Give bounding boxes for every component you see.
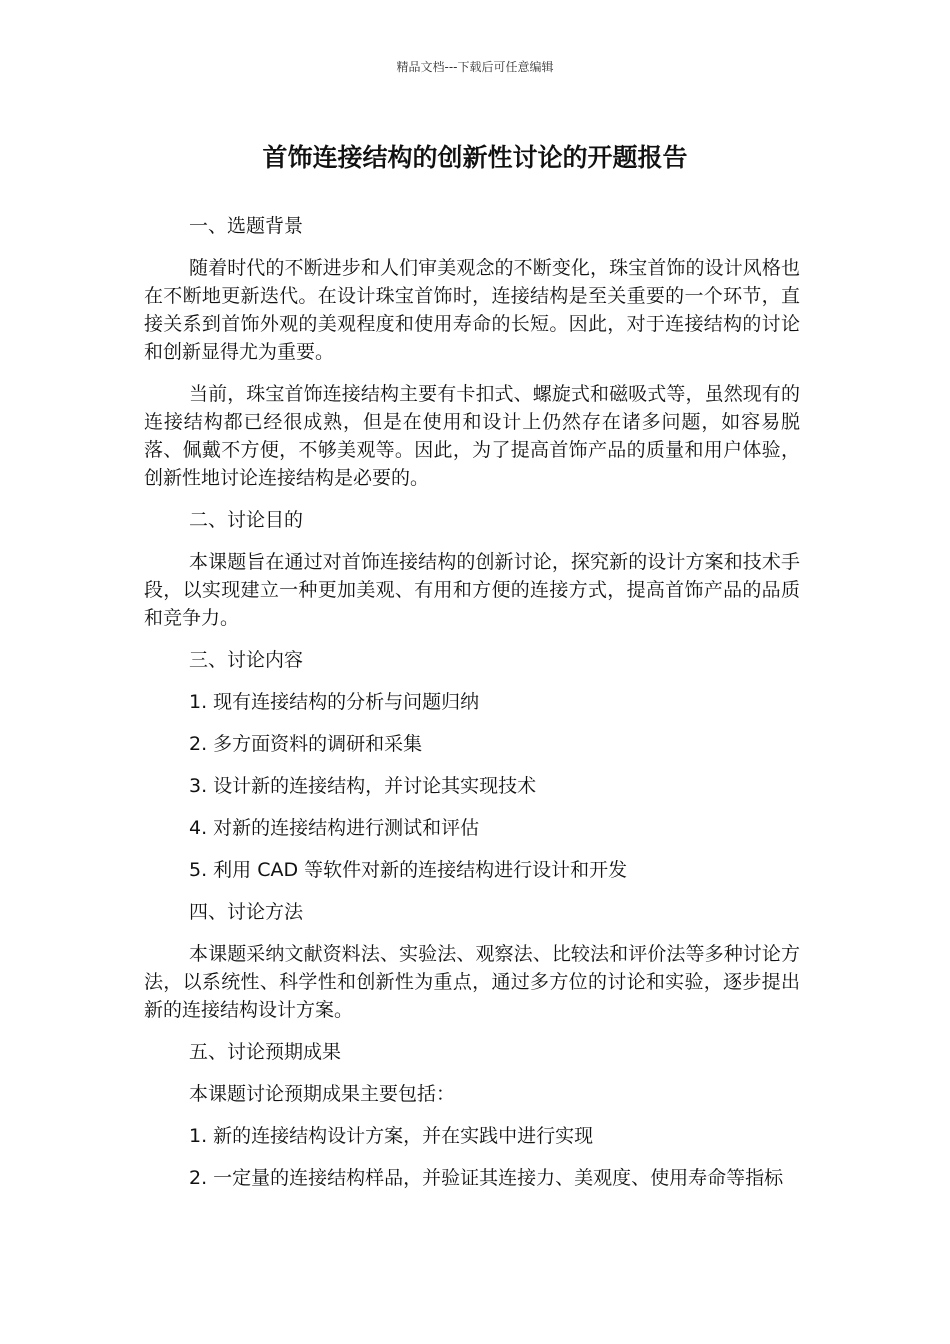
paragraph-outcomes-intro: 本课题讨论预期成果主要包括： — [189, 1083, 456, 1105]
document-title: 首饰连接结构的创新性讨论的开题报告 — [262, 143, 688, 172]
paragraph-method: 本课题采纳文献资料法、实验法、观察法、比较法和评价法等多种讨论方法，以系统性、科学性和创新性为重点，通过多方位的讨论和实验，逐步提出新的连接结构设计方案。 — [144, 943, 800, 1021]
section-heading-outcomes: 五、讨论预期成果 — [189, 1041, 342, 1063]
list-item-content-4: 4. 对新的连接结构进行测试和评估 — [189, 817, 480, 839]
section-heading-content: 三、讨论内容 — [189, 649, 304, 671]
list-item-content-1: 1. 现有连接结构的分析与问题归纳 — [189, 691, 480, 713]
list-item-outcome-2: 2. 一定量的连接结构样品，并验证其连接力、美观度、使用寿命等指标 — [189, 1167, 784, 1189]
list-item-content-3: 3. 设计新的连接结构，并讨论其实现技术 — [189, 775, 537, 797]
header-note: 精品文档---下载后可任意编辑 — [396, 60, 554, 74]
paragraph-purpose: 本课题旨在通过对首饰连接结构的创新讨论，探究新的设计方案和技术手段，以实现建立一种更加美观、有用和方便的连接方式，提高首饰产品的品质和竞争力。 — [144, 551, 800, 629]
list-item-content-2: 2. 多方面资料的调研和采集 — [189, 733, 423, 755]
section-heading-method: 四、讨论方法 — [189, 901, 304, 923]
list-item-outcome-1: 1. 新的连接结构设计方案，并在实践中进行实现 — [189, 1125, 594, 1147]
list-item-content-5: 5. 利用 CAD 等软件对新的连接结构进行设计和开发 — [189, 859, 628, 881]
document-body — [144, 212, 800, 1206]
paragraph-background-1: 随着时代的不断进步和人们审美观念的不断变化，珠宝首饰的设计风格也在不断地更新迭代。在设计珠宝首饰时，连接结构是至关重要的一个环节，直接关系到首饰外观的美观程度和使用寿命的长短。因此，对于连接结构的讨论和创新显得尤为重要。 — [144, 257, 800, 363]
section-heading-background: 一、选题背景 — [189, 215, 304, 237]
paragraph-background-2: 当前，珠宝首饰连接结构主要有卡扣式、螺旋式和磁吸式等，虽然现有的连接结构都已经很成熟，但是在使用和设计上仍然存在诸多问题，如容易脱落、佩戴不方便，不够美观等。因此，为了提高首饰产品的质量和用户体验，创新性地讨论连接结构是必要的。 — [144, 383, 800, 489]
section-heading-purpose: 二、讨论目的 — [189, 509, 304, 531]
